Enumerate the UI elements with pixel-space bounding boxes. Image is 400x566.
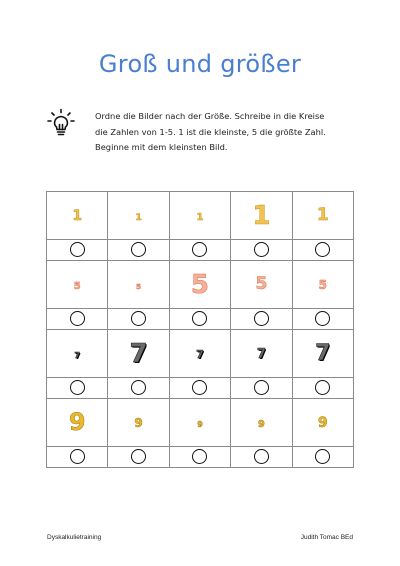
answer-cell <box>108 240 169 261</box>
footer-right: Judith Tomac BEd <box>300 534 353 541</box>
number-image: 7 <box>315 340 331 366</box>
number-image: 9 <box>197 419 203 429</box>
number-image: 7 <box>129 338 148 369</box>
number-cell <box>47 192 108 240</box>
number-cell <box>108 192 169 240</box>
number-cell <box>108 261 169 309</box>
number-image: 7 <box>256 346 266 362</box>
answer-cell <box>292 447 353 468</box>
number-cell <box>292 330 353 378</box>
answer-circle[interactable] <box>254 242 269 257</box>
answer-cell <box>169 309 230 330</box>
answer-cell <box>169 378 230 399</box>
number-cell <box>47 330 108 378</box>
answer-cell <box>231 447 292 468</box>
lightbulb-icon <box>47 108 75 138</box>
number-image: 5 <box>318 277 327 292</box>
answer-cell <box>47 309 108 330</box>
answer-circle[interactable] <box>131 380 146 395</box>
answer-circle[interactable] <box>254 449 269 464</box>
number-cell <box>169 261 230 309</box>
answer-cell <box>108 447 169 468</box>
answer-row <box>47 378 354 399</box>
number-cell <box>231 399 292 447</box>
number-image: 1 <box>252 200 271 231</box>
footer-left: Dyskalkulietraining <box>47 534 102 541</box>
answer-circle[interactable] <box>254 311 269 326</box>
number-image: 9 <box>317 414 328 431</box>
number-image: 5 <box>190 269 210 300</box>
answer-circle[interactable] <box>131 449 146 464</box>
instruction-text: Ordne die Bilder nach der Größe. Schreibe in die Kreise die Zahlen von 1-5. 1 ist die kleinste, 5 die größte Zahl. Beginne mit dem kleinsten Bild. <box>95 111 326 152</box>
number-cell <box>292 399 353 447</box>
answer-circle[interactable] <box>70 311 85 326</box>
number-image: 5 <box>73 280 81 292</box>
answer-circle[interactable] <box>70 380 85 395</box>
number-row <box>47 192 354 240</box>
answer-circle[interactable] <box>70 449 85 464</box>
answer-circle[interactable] <box>315 449 330 464</box>
number-image: 7 <box>196 347 204 361</box>
exercise-grid <box>46 191 354 468</box>
number-cell <box>231 261 292 309</box>
number-cell <box>169 330 230 378</box>
answer-row <box>47 447 354 468</box>
answer-circle[interactable] <box>192 449 207 464</box>
answer-row <box>47 309 354 330</box>
answer-circle[interactable] <box>315 242 330 257</box>
answer-cell <box>292 240 353 261</box>
number-cell <box>292 192 353 240</box>
number-image: 1 <box>316 204 329 225</box>
answer-circle[interactable] <box>315 380 330 395</box>
number-cell <box>169 399 230 447</box>
number-row <box>47 399 354 447</box>
answer-cell <box>169 447 230 468</box>
answer-cell <box>292 378 353 399</box>
number-cell <box>292 261 353 309</box>
number-image: 5 <box>136 282 142 291</box>
number-row <box>47 330 354 378</box>
page-title: Groß und größer <box>98 50 302 78</box>
answer-row <box>47 240 354 261</box>
number-cell <box>47 399 108 447</box>
number-image: 7 <box>74 350 80 360</box>
answer-cell <box>231 240 292 261</box>
answer-circle[interactable] <box>315 311 330 326</box>
number-image: 9 <box>68 408 86 436</box>
answer-cell <box>292 309 353 330</box>
number-row <box>47 261 354 309</box>
number-image: 5 <box>255 273 268 294</box>
answer-cell <box>231 378 292 399</box>
number-image: 1 <box>196 211 204 223</box>
answer-cell <box>47 240 108 261</box>
number-image: 1 <box>72 207 83 224</box>
number-image: 9 <box>134 415 143 430</box>
number-image: 1 <box>135 212 142 223</box>
answer-circle[interactable] <box>192 311 207 326</box>
answer-circle[interactable] <box>131 242 146 257</box>
number-cell <box>231 330 292 378</box>
answer-cell <box>108 309 169 330</box>
answer-circle[interactable] <box>192 242 207 257</box>
answer-cell <box>169 240 230 261</box>
answer-circle[interactable] <box>254 380 269 395</box>
number-cell <box>47 261 108 309</box>
number-cell <box>169 192 230 240</box>
answer-cell <box>47 378 108 399</box>
answer-circle[interactable] <box>192 380 207 395</box>
answer-cell <box>231 309 292 330</box>
number-image: 9 <box>257 418 265 430</box>
answer-cell <box>47 447 108 468</box>
number-cell <box>231 192 292 240</box>
answer-circle[interactable] <box>70 242 85 257</box>
answer-circle[interactable] <box>131 311 146 326</box>
number-cell <box>108 399 169 447</box>
number-cell <box>108 330 169 378</box>
answer-cell <box>108 378 169 399</box>
